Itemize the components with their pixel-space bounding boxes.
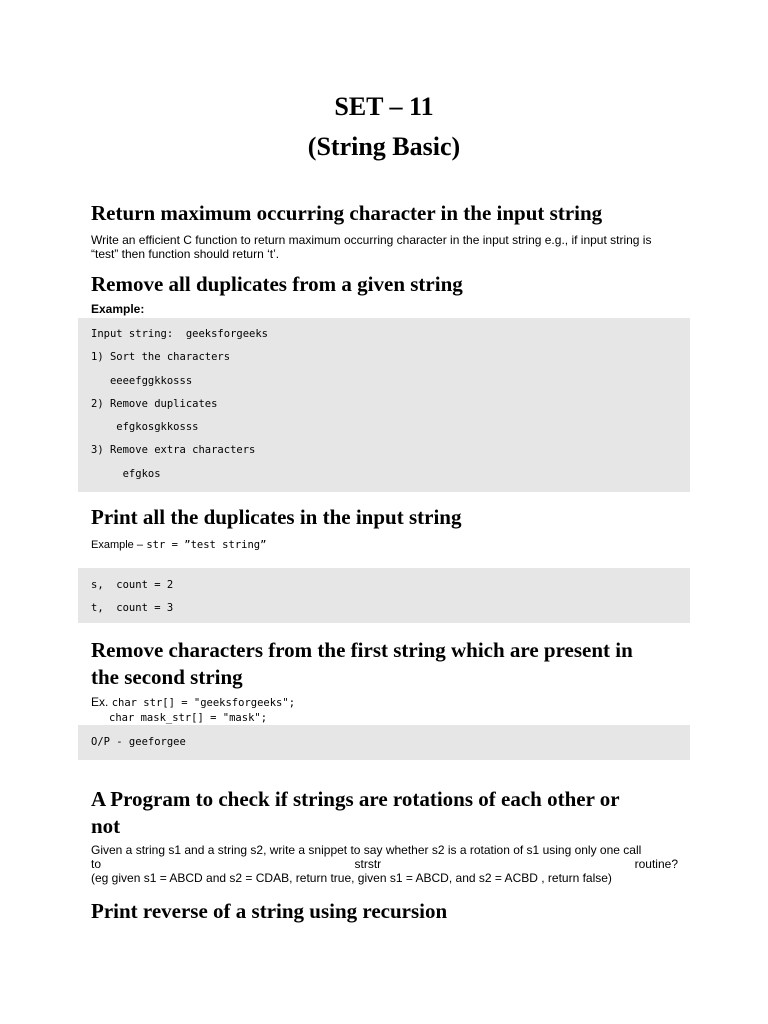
ex-code-line1: char str[] = "geeksforgeeks"; <box>111 697 296 709</box>
code-line: efgkos <box>91 468 161 480</box>
text-routine: routine? <box>634 857 678 871</box>
code-block-remove-duplicates <box>78 318 690 492</box>
set-title: SET – 11 <box>334 92 434 121</box>
code-line: efgkosgkkosss <box>91 421 199 433</box>
code-block-remove-chars <box>78 725 690 760</box>
example-code: str = ”test string” <box>146 539 267 551</box>
section-text-rotations-line3: (eg given s1 = ABCD and s2 = CDAB, return true, given s1 = ABCD, and s2 = ACBD , return false) <box>91 871 612 885</box>
section-heading-remove-duplicates: Remove all duplicates from a given string <box>91 272 463 296</box>
code-line: O/P - geeforgee <box>91 736 186 748</box>
example-line-print-duplicates <box>91 537 678 552</box>
section-heading-remove-chars-line2: the second string <box>91 665 243 689</box>
code-line: Input string: geeksforgeeks <box>91 328 269 340</box>
code-line: 1) Sort the characters <box>91 351 231 363</box>
code-line: t, count = 3 <box>91 602 174 614</box>
section-text-rotations-line2 <box>91 857 678 871</box>
code-line: 2) Remove duplicates <box>91 398 218 410</box>
code-block-print-duplicates <box>78 568 690 623</box>
section-text-rotations-line1: Given a string s1 and a string s2, write a snippet to say whether s2 is a rotation of s1 using only one call <box>91 843 642 857</box>
code-line: 3) Remove extra characters <box>91 444 256 456</box>
section-heading-max-occurring: Return maximum occurring character in the input string <box>91 201 603 225</box>
example-line-remove-chars-2 <box>109 710 696 725</box>
section-heading-remove-chars-line1: Remove characters from the first string which are present in <box>91 638 633 662</box>
code-line: eeeefggkkosss <box>91 375 193 387</box>
text-to: to <box>91 857 102 871</box>
ex-code-line2: char mask_str[] = "mask"; <box>109 712 268 724</box>
example-label: Example: <box>91 302 145 316</box>
example-line-remove-chars <box>91 695 678 710</box>
example-prefix: Example – <box>91 539 143 551</box>
section-heading-rotations-line2: not <box>91 814 121 838</box>
set-subtitle: (String Basic) <box>307 132 461 161</box>
ex-prefix: Ex. <box>91 695 109 709</box>
section-text-max-occurring-line2: “test” then function should return ‘t’. <box>91 247 280 261</box>
code-line: s, count = 2 <box>91 579 174 591</box>
section-heading-rotations-line1: A Program to check if strings are rotations of each other or <box>91 787 620 811</box>
section-heading-print-duplicates: Print all the duplicates in the input string <box>91 505 462 529</box>
section-heading-reverse-recursion: Print reverse of a string using recursion <box>91 899 448 923</box>
section-text-max-occurring-line1: Write an efficient C function to return maximum occurring character in the input string e.g., if input string is <box>91 233 652 247</box>
text-strstr: strstr <box>354 857 382 871</box>
